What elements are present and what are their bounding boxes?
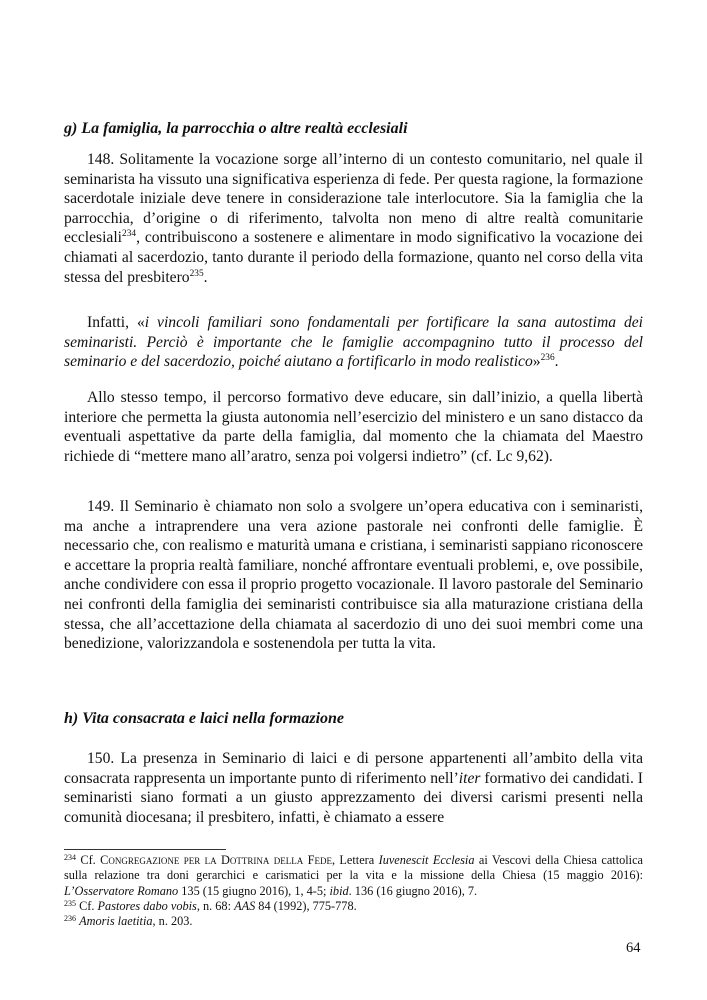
paragraph-149: 149. Il Seminario è chiamato non solo a svolgere un’opera educativa con i seminaristi, ma anche a intraprendere una vera azione pastorale nei confronti delle famiglie. È necessario che, con realismo e maturità umana e cristiana, i seminaristi sappiano riconoscere e accettare la propria realtà familiare, nonché affrontare eventuali problemi, e, ove possibile, anche condividere con essa il proprio progetto vocazionale. Il lavoro pastorale del Seminario nei confronti della famiglia dei seminaristi contribuisce sia alla maturazione cristiana della stessa, che all’accettazione della chiamata al sacerdozio di uno dei suoi membri come una benedizione, valorizzandola e sostenendola per tutta la vita. (64, 498, 643, 653)
footnote-234: $^{234}$ Cf. Congregazione per la Dottrina della Fede, Lettera Iuvenescit Ecclesia ai Vescovi della Chiesa cattolica sulla relazione tra doni gerarchici e carismatici per la vita e la missione della Chiesa (15 maggio 2016): L’Osservatore Romano 135 (15 giugno 2016), 1, 4-5; ibid. 136 (16 giugno 2016), 7. (64, 853, 644, 898)
footnote-ref-234[interactable]: 234 (122, 229, 137, 240)
paragraph-148-quote: Infatti, «i vincoli familiari sono fondamentali per fortificare la sana autostima dei seminaristi. Perciò è importante che le famiglie accompagnino tutto il processo del seminario e del sacerdozio, poiché aiutano a fortificarlo in modo realistico»$^{236}$. (64, 314, 644, 371)
paragraph-150: 150. La presenza in Seminario di laici e di persone appartenenti all’ambito della vita consacrata rappresenta un importante punto di riferimento nell’iter formativo dei candidati. I seminaristi siano formati a un giusto apprezzamento dei diversi carismi presenti nella comunità diocesana; il presbitero, infatti, è chiamato a essere (64, 750, 643, 826)
section-heading-h: h) Vita consacrata e laici nella formazione (64, 710, 345, 727)
page-number: 64 (626, 940, 641, 956)
footnote-ref-235[interactable]: 235 (189, 268, 204, 279)
section-heading-g: g) La famiglia, la parrocchia o altre realtà ecclesiali (64, 120, 408, 137)
paragraph-148-continued: Allo stesso tempo, il percorso formativo deve educare, sin dall’inizio, a quella libertà interiore che permetta la giusta autonomia nell’esercizio del ministero e un sano distacco da eventuali aspettative da parte della famiglia, dal momento che la chiamata del Maestro richiede di “mettere mano all’aratro, senza poi volgersi indietro” (cf. Lc 9,62). (64, 389, 643, 465)
footnotes (64, 853, 643, 929)
quotation: i vincoli familiari sono fondamentali per fortificare la sana autostima dei seminaristi. Perciò è importante che le famiglie accompagnino tutto il processo del seminario e del sacerdozio, poiché aiutano a fortificarlo in modo realistico (64, 314, 644, 371)
paragraph-148: 148. Solitamente la vocazione sorge all’interno di un contesto comunitario, nel quale il seminarista ha vissuto una significativa esperienza di fede. Per questa ragione, la formazione sacerdotale iniziale deve tenere in considerazione tale interlocutore. Sia la famiglia che la parrocchia, d’origine o di riferimento, talvolta non meno di altre realtà comunitarie ecclesiali$^{234}$, contribuiscono a sostenere e alimentare in modo significativo la vocazione dei chiamati al sacerdozio, tanto durante il periodo della formazione, quanto nel corso della vita stessa del presbitero$^{235}$. (64, 151, 643, 286)
footnote-235: $^{235}$ Cf. Pastores dabo vobis, n. 68: AAS 84 (1992), 775-778. (64, 898, 357, 913)
footnote-separator (64, 849, 226, 850)
footnote-ref-236[interactable]: 236 (540, 353, 555, 363)
footnote-236: $^{236}$ Amoris laetitia, n. 203. (64, 914, 193, 929)
